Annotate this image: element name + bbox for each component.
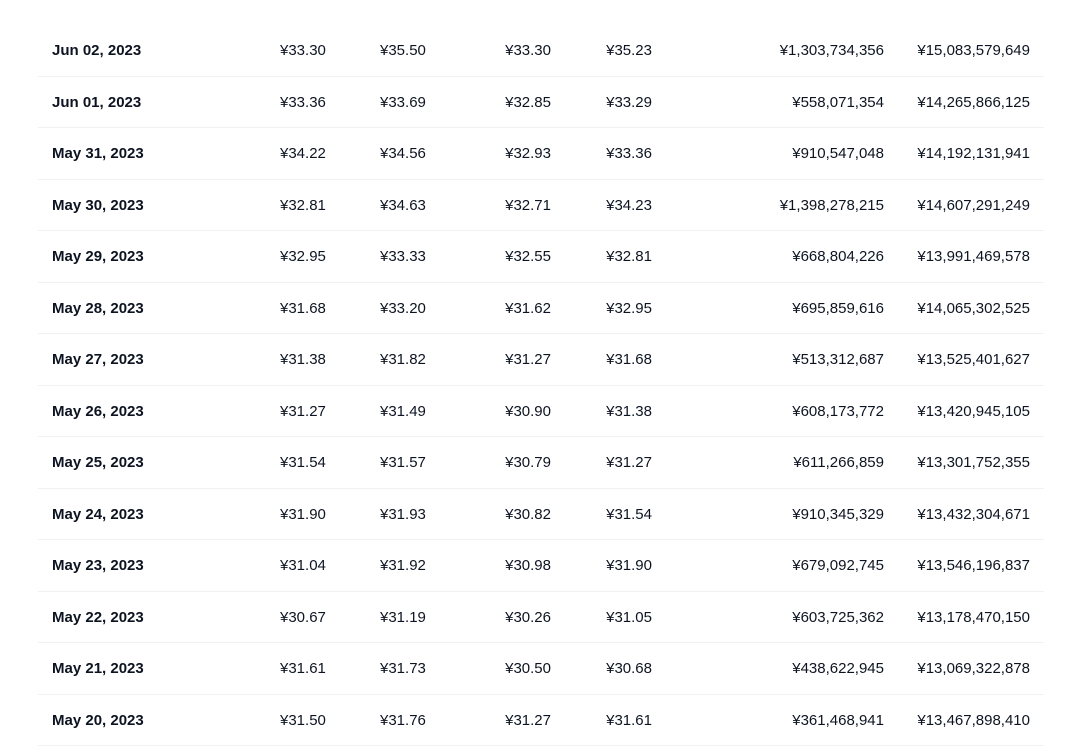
volume-cell: ¥558,071,354 (792, 77, 884, 129)
market-cap-cell: ¥13,467,898,410 (917, 695, 1030, 746)
high-price-cell: ¥31.73 (380, 643, 426, 695)
close-price-cell: ¥33.36 (606, 128, 652, 180)
close-price-cell: ¥31.38 (606, 386, 652, 438)
open-price-cell: ¥30.67 (280, 592, 326, 644)
market-cap-cell: ¥13,525,401,627 (917, 334, 1030, 386)
open-price-cell: ¥34.22 (280, 128, 326, 180)
high-price-cell: ¥31.57 (380, 437, 426, 489)
low-price-cell: ¥32.85 (505, 77, 551, 129)
open-price-cell: ¥31.90 (280, 489, 326, 541)
date-cell: May 30, 2023 (52, 180, 144, 232)
close-price-cell: ¥32.81 (606, 231, 652, 283)
low-price-cell: ¥33.30 (505, 25, 551, 77)
table-row (38, 283, 1044, 335)
high-price-cell: ¥31.76 (380, 695, 426, 746)
low-price-cell: ¥32.93 (505, 128, 551, 180)
volume-cell: ¥513,312,687 (792, 334, 884, 386)
open-price-cell: ¥31.38 (280, 334, 326, 386)
volume-cell: ¥608,173,772 (792, 386, 884, 438)
low-price-cell: ¥31.27 (505, 695, 551, 746)
volume-cell: ¥695,859,616 (792, 283, 884, 335)
low-price-cell: ¥31.62 (505, 283, 551, 335)
date-cell: May 23, 2023 (52, 540, 144, 592)
high-price-cell: ¥34.56 (380, 128, 426, 180)
close-price-cell: ¥31.05 (606, 592, 652, 644)
market-cap-cell: ¥14,192,131,941 (917, 128, 1030, 180)
close-price-cell: ¥33.29 (606, 77, 652, 129)
table-row (38, 489, 1044, 541)
high-price-cell: ¥33.20 (380, 283, 426, 335)
low-price-cell: ¥30.82 (505, 489, 551, 541)
date-cell: May 21, 2023 (52, 643, 144, 695)
low-price-cell: ¥30.79 (505, 437, 551, 489)
market-cap-cell: ¥13,420,945,105 (917, 386, 1030, 438)
table-row (38, 437, 1044, 489)
high-price-cell: ¥34.63 (380, 180, 426, 232)
low-price-cell: ¥32.55 (505, 231, 551, 283)
volume-cell: ¥910,547,048 (792, 128, 884, 180)
volume-cell: ¥668,804,226 (792, 231, 884, 283)
table-row (38, 386, 1044, 438)
volume-cell: ¥910,345,329 (792, 489, 884, 541)
market-cap-cell: ¥14,265,866,125 (917, 77, 1030, 129)
open-price-cell: ¥31.61 (280, 643, 326, 695)
date-cell: May 31, 2023 (52, 128, 144, 180)
market-cap-cell: ¥13,546,196,837 (917, 540, 1030, 592)
volume-cell: ¥1,303,734,356 (780, 25, 884, 77)
low-price-cell: ¥31.27 (505, 334, 551, 386)
open-price-cell: ¥33.36 (280, 77, 326, 129)
open-price-cell: ¥32.81 (280, 180, 326, 232)
open-price-cell: ¥31.04 (280, 540, 326, 592)
table-row (38, 128, 1044, 180)
open-price-cell: ¥33.30 (280, 25, 326, 77)
high-price-cell: ¥31.93 (380, 489, 426, 541)
low-price-cell: ¥30.26 (505, 592, 551, 644)
market-cap-cell: ¥13,991,469,578 (917, 231, 1030, 283)
market-cap-cell: ¥13,178,470,150 (917, 592, 1030, 644)
market-cap-cell: ¥13,432,304,671 (917, 489, 1030, 541)
market-cap-cell: ¥14,607,291,249 (917, 180, 1030, 232)
close-price-cell: ¥31.68 (606, 334, 652, 386)
low-price-cell: ¥32.71 (505, 180, 551, 232)
high-price-cell: ¥31.19 (380, 592, 426, 644)
high-price-cell: ¥31.92 (380, 540, 426, 592)
volume-cell: ¥603,725,362 (792, 592, 884, 644)
date-cell: May 28, 2023 (52, 283, 144, 335)
open-price-cell: ¥32.95 (280, 231, 326, 283)
volume-cell: ¥611,266,859 (793, 437, 884, 489)
volume-cell: ¥361,468,941 (792, 695, 884, 746)
table-row (38, 695, 1044, 746)
historical-data-table (38, 25, 1044, 746)
date-cell: May 20, 2023 (52, 695, 144, 746)
close-price-cell: ¥31.27 (606, 437, 652, 489)
close-price-cell: ¥30.68 (606, 643, 652, 695)
table-row (38, 592, 1044, 644)
low-price-cell: ¥30.90 (505, 386, 551, 438)
market-cap-cell: ¥13,301,752,355 (917, 437, 1030, 489)
table-row (38, 643, 1044, 695)
open-price-cell: ¥31.27 (280, 386, 326, 438)
date-cell: May 22, 2023 (52, 592, 144, 644)
open-price-cell: ¥31.50 (280, 695, 326, 746)
table-row (38, 231, 1044, 283)
date-cell: May 29, 2023 (52, 231, 144, 283)
close-price-cell: ¥35.23 (606, 25, 652, 77)
market-cap-cell: ¥14,065,302,525 (917, 283, 1030, 335)
table-row (38, 77, 1044, 129)
volume-cell: ¥438,622,945 (792, 643, 884, 695)
market-cap-cell: ¥13,069,322,878 (917, 643, 1030, 695)
table-row (38, 334, 1044, 386)
close-price-cell: ¥32.95 (606, 283, 652, 335)
close-price-cell: ¥34.23 (606, 180, 652, 232)
high-price-cell: ¥33.69 (380, 77, 426, 129)
close-price-cell: ¥31.90 (606, 540, 652, 592)
high-price-cell: ¥31.49 (380, 386, 426, 438)
date-cell: Jun 02, 2023 (52, 25, 141, 77)
market-cap-cell: ¥15,083,579,649 (917, 25, 1030, 77)
low-price-cell: ¥30.50 (505, 643, 551, 695)
table-row (38, 540, 1044, 592)
high-price-cell: ¥33.33 (380, 231, 426, 283)
date-cell: May 24, 2023 (52, 489, 144, 541)
high-price-cell: ¥35.50 (380, 25, 426, 77)
volume-cell: ¥679,092,745 (792, 540, 884, 592)
low-price-cell: ¥30.98 (505, 540, 551, 592)
date-cell: Jun 01, 2023 (52, 77, 141, 129)
table-row (38, 180, 1044, 232)
table-row (38, 25, 1044, 77)
close-price-cell: ¥31.61 (606, 695, 652, 746)
open-price-cell: ¥31.54 (280, 437, 326, 489)
date-cell: May 27, 2023 (52, 334, 144, 386)
close-price-cell: ¥31.54 (606, 489, 652, 541)
date-cell: May 25, 2023 (52, 437, 144, 489)
high-price-cell: ¥31.82 (380, 334, 426, 386)
volume-cell: ¥1,398,278,215 (780, 180, 884, 232)
date-cell: May 26, 2023 (52, 386, 144, 438)
open-price-cell: ¥31.68 (280, 283, 326, 335)
